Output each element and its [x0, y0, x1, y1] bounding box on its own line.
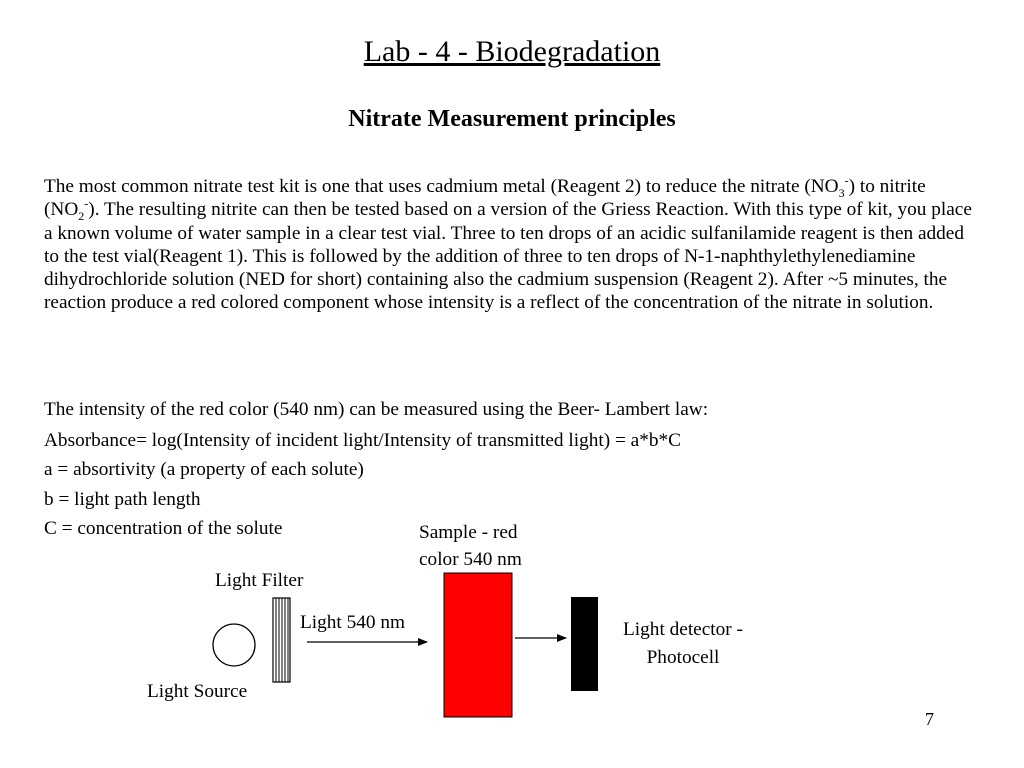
light-source-label: Light Source: [147, 681, 248, 702]
concentration-definition: C = concentration of the solute: [44, 518, 283, 539]
light-540-label: Light 540 nm: [300, 612, 405, 633]
slide-subtitle: Nitrate Measurement principles: [348, 106, 676, 132]
detector-label-line-2: Photocell: [646, 647, 720, 668]
light-detector: [571, 597, 598, 691]
sample-label-line-2: color 540 nm: [419, 549, 522, 570]
absortivity-definition: a = absortivity (a property of each solute): [44, 459, 364, 480]
intro-paragraph: [44, 175, 974, 315]
light-filter-label: Light Filter: [215, 570, 304, 591]
sample-label-line-1: Sample - red: [419, 522, 518, 543]
beer-lambert-intro: The intensity of the red color (540 nm) can be measured using the Beer- Lambert law:: [44, 399, 709, 420]
no3-superscript: -: [844, 173, 849, 188]
path-length-definition: b = light path length: [44, 489, 201, 510]
no2-superscript: -: [84, 196, 89, 211]
light-filter-icon: [273, 598, 290, 682]
absorbance-equation: Absorbance= log(Intensity of incident light/Intensity of transmitted light) = a*b*C: [44, 430, 682, 451]
no3-subscript: 3: [838, 185, 845, 200]
paragraph-part-3: ). The resulting nitrite can then be tested based on a version of the Griess Reaction. With this type of kit, you place a known volume of water sample in a clear test vial. Three to ten drops of an acidic sulfanilamide reagent is then added to the test vial(Reagent 1). This is followed by the addition of three to ten drops of N-1-naphthylethylenediamine dihydrochloride solution (NED for short) containing also the cadmium suspension (Reagent 2). After ~5 minutes, the reaction produce a red colored component whose intensity is a reflect of the concentration of the nitrate in solution.: [44, 199, 972, 314]
paragraph-part-1: The most common nitrate test kit is one that uses cadmium metal (Reagent 2) to reduce the nitrate (NO: [44, 176, 839, 197]
slide-title: Lab - 4 - Biodegradation: [363, 35, 661, 68]
detector-label-line-1: Light detector -: [623, 619, 743, 640]
sample-vial: [444, 573, 512, 717]
light-source-icon: [213, 624, 255, 666]
no2-subscript: 2: [78, 209, 85, 224]
paragraph-part-2: ) to nitrite (NO: [44, 176, 926, 221]
page-number: 7: [925, 709, 934, 729]
